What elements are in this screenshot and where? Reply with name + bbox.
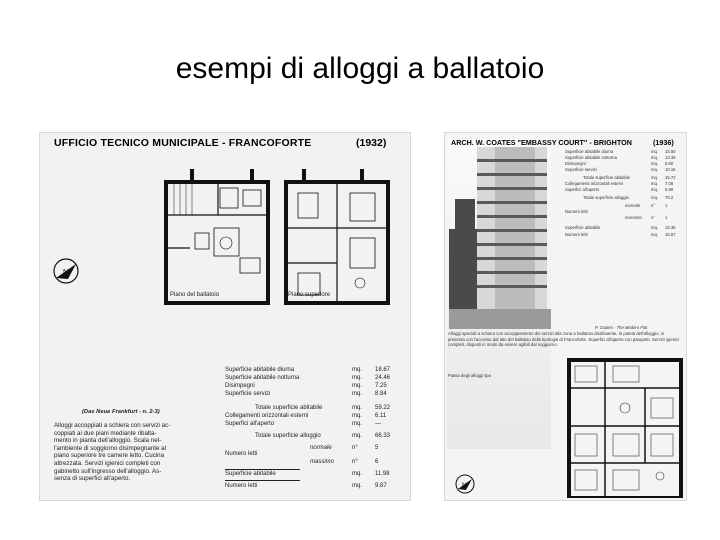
photo-caption: P. Coates - The Modern Flat (595, 325, 648, 330)
table-unit: mq. (352, 413, 363, 419)
table-sub: normale (625, 203, 641, 208)
table-label: Numero letti (565, 232, 588, 237)
left-area-table (225, 367, 395, 497)
right-area-table (565, 149, 683, 259)
table-divider (225, 480, 300, 481)
table-label: Disimpegni (225, 383, 255, 389)
table-value: 6 (375, 459, 379, 465)
table-sub: massimo (625, 215, 642, 220)
description-line: coppiati ai due piani mediante ribalta- (54, 429, 157, 437)
table-value: 24.46 (375, 375, 391, 381)
table-divider (225, 469, 300, 470)
table-value: 5.80 (665, 187, 674, 192)
table-unit: n° (352, 459, 358, 465)
table-label: Superficie abitabile notturna (225, 375, 300, 381)
table-value: 7.25 (375, 383, 387, 389)
description-line: attrezzata. Servizi igienici completi con (54, 459, 161, 467)
table-value: 66.33 (375, 433, 391, 439)
table-unit: mq. (651, 232, 658, 237)
right-document-panel (445, 133, 686, 500)
description-line: mento in pianta dell'alloggio. Scala nel- (54, 437, 162, 445)
table-value: 7.08 (665, 181, 674, 186)
table-label: Superfici all'aperto (225, 421, 275, 427)
table-unit: mq. (352, 483, 363, 489)
description-line: piano superiore tre camere letto. Cucina (54, 452, 165, 460)
building-photo-illustration (447, 139, 551, 329)
table-unit: mq. (352, 405, 363, 411)
table-unit: mq. (352, 383, 363, 389)
table-unit: mq. (651, 187, 658, 192)
table-value: 15.36 (665, 225, 676, 230)
table-label: Superficie abitabile (225, 471, 276, 477)
table-unit: n° (352, 445, 358, 451)
table-unit: mq. (651, 175, 658, 180)
left-description (54, 422, 224, 483)
table-sub: normale (310, 445, 332, 451)
table-label: Superficie abitabile notturna (565, 155, 617, 160)
table-value: 5.50 (665, 161, 674, 166)
table-value: 1 (665, 203, 668, 208)
table-unit: mq. (352, 421, 363, 427)
table-label: Numero letti (225, 451, 258, 457)
svg-text:N: N (462, 483, 467, 489)
description-line: senza di superfici all'aperto. (54, 475, 131, 483)
table-label: Numero letti (225, 483, 258, 489)
table-value: 11.98 (375, 471, 390, 477)
table-value: 59.22 (375, 405, 391, 411)
table-unit: mq. (651, 149, 658, 154)
table-value: 8.84 (375, 391, 387, 397)
table-label: Totale superficie alloggio (583, 195, 629, 200)
table-unit: mq. (651, 161, 658, 166)
table-unit: mq. (352, 391, 363, 397)
table-label: Superficie servizi (565, 167, 597, 172)
left-document-panel (40, 133, 410, 500)
table-unit: mq. (352, 375, 363, 381)
table-value: 10.16 (665, 167, 676, 172)
table-label: Collegamenti orizzontali esterni (565, 181, 624, 186)
description-line: l'ambiente di soggiorno disimpegnante al (54, 444, 166, 452)
left-heading: UFFICIO TECNICO MUNICIPALE - FRANCOFORTE (54, 137, 312, 149)
table-label: Superficie abitabile diurna (225, 367, 295, 373)
right-description: Alloggi speciali a schiera con accoppiamento dei servizi alla zona a ballatoio distribuente, la pianta dell'alloggio, si presenta con l'accesso dal lato del ballatoio della tipologia di Francoforte. Superfici all'aperto con parapetti. Servizi igienici completi, disposti in modo da essere agibili dal soggiorno. (448, 331, 680, 348)
table-label: Totale superficie abitabile (255, 405, 323, 411)
description-line: Alloggi accoppiati a schiera con servizi ac- (54, 422, 171, 429)
table-label: Numero letti (565, 209, 588, 214)
table-label: Superficie abitabile diurna (565, 149, 614, 154)
table-unit: mq. (352, 471, 363, 477)
description-line: gabinetto sull'ingresso dell'alloggio. As- (54, 467, 162, 475)
plan-label-ballatoio: Piano del ballatoio (170, 292, 220, 298)
right-heading: ARCH. W. COATES "EMBASSY COURT" - BRIGHTON (451, 138, 632, 147)
plan-label-superiore: Piano superiore (288, 292, 331, 298)
table-unit: mq. (651, 195, 658, 200)
table-label: Collegamenti orizzontali esterni (225, 413, 309, 419)
table-value: 15.67 (665, 232, 676, 237)
table-unit: n° (651, 215, 656, 220)
right-year: (1936) (653, 138, 674, 147)
table-unit: mq. (651, 155, 658, 160)
table-unit: mq. (352, 367, 363, 373)
table-value: 18.67 (375, 367, 391, 373)
table-value: — (375, 421, 381, 427)
table-label: Superficie servizi (225, 391, 271, 397)
table-value: 5 (375, 445, 379, 451)
table-value: 1 (665, 215, 668, 220)
table-label: Disimpegni (565, 161, 586, 166)
table-unit: mq. (352, 433, 363, 439)
table-value: 6.11 (375, 413, 387, 419)
brighton-floor-plans (445, 358, 686, 498)
table-value: 13.39 (665, 155, 676, 160)
table-value: 9.87 (375, 483, 387, 489)
table-unit: mq. (651, 181, 658, 186)
table-label: Superficie abitabile (565, 225, 601, 230)
plan-caption: Pianta degli alloggi tipo (448, 373, 492, 378)
table-value: 70.2 (665, 195, 674, 200)
table-label: Totale superficie alloggio (255, 433, 321, 439)
table-unit: mq. (651, 167, 658, 172)
left-citation: (Das Neue Frankfurt - n. 2-3) (82, 409, 160, 415)
table-label: Totale superficie abitabile (583, 175, 631, 180)
table-unit: n° (651, 203, 656, 208)
left-year: (1932) (356, 137, 387, 149)
table-value: 15.72 (665, 175, 676, 180)
svg-text:N: N (63, 269, 69, 276)
table-label: Superfici all'aperto (565, 187, 600, 192)
slide-title: esempi di alloggi a ballatoio (175, 52, 545, 85)
table-sub: massimo (310, 459, 335, 465)
table-unit: mq. (651, 225, 658, 230)
table-value: 15.50 (665, 149, 676, 154)
